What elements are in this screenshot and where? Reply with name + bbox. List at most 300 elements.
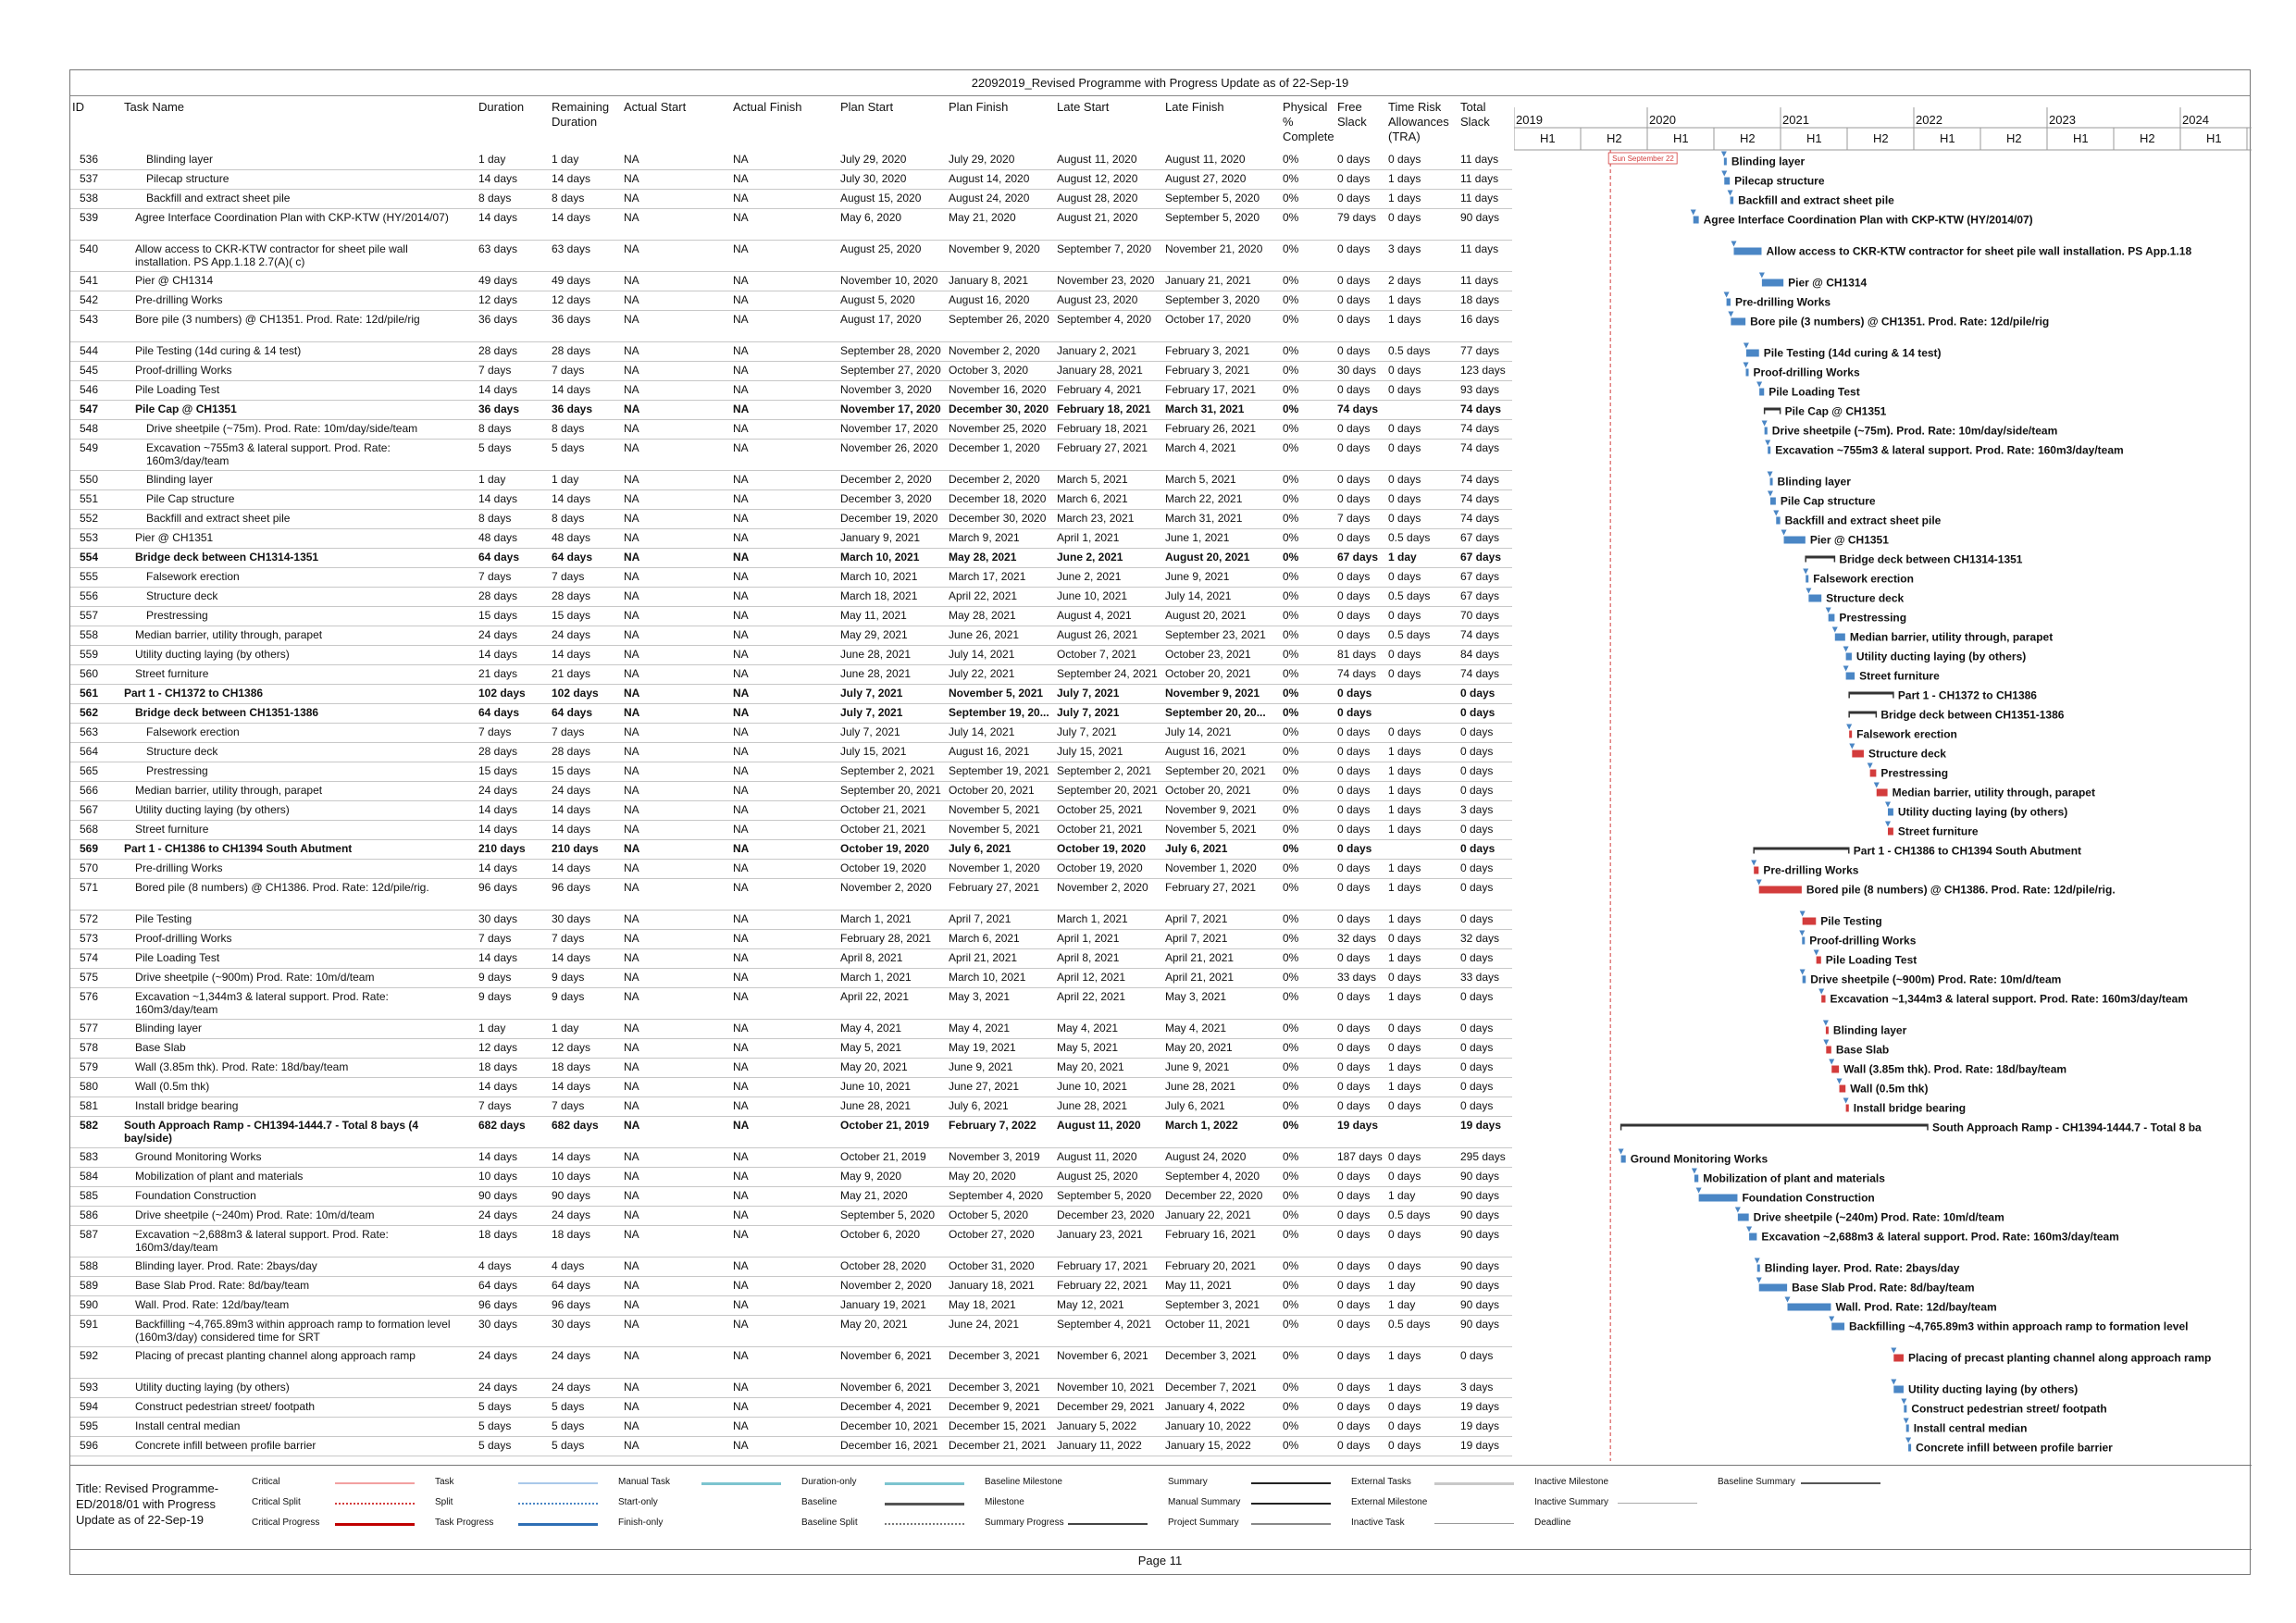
cell-plan-finish: August 14, 2020: [949, 172, 1030, 185]
col-actual-start[interactable]: Actual Start: [624, 100, 687, 114]
link-arrow: [1768, 472, 1773, 477]
table-row[interactable]: [70, 509, 1512, 528]
cell-plan-finish: November 5, 2021: [949, 803, 1040, 816]
cell-plan-finish: November 25, 2020: [949, 422, 1047, 435]
col-plan-start[interactable]: Plan Start: [840, 100, 894, 114]
table-row[interactable]: [70, 820, 1512, 839]
cell-total-slack: 0 days: [1460, 1022, 1494, 1035]
legend-swatch: [1434, 1523, 1514, 1524]
task-bar: [1849, 731, 1852, 738]
link-arrow: [1885, 822, 1891, 827]
cell-actual-finish: NA: [733, 570, 749, 583]
bar-label: Proof-drilling Works: [1753, 365, 1860, 379]
cell-total-slack: 11 days: [1460, 242, 1499, 255]
cell-physical-complete: 0%: [1283, 293, 1299, 306]
cell-free-slack: 0 days: [1337, 687, 1372, 700]
table-row[interactable]: [70, 1186, 1512, 1206]
table-row[interactable]: [70, 189, 1512, 208]
cell-remaining-duration: 28 days: [552, 344, 591, 357]
cell-remaining-duration: 30 days: [552, 1318, 591, 1331]
table-row[interactable]: [70, 987, 1512, 1019]
cell-free-slack: 0 days: [1337, 1022, 1371, 1035]
cell-task-name: Falsework erection: [146, 725, 240, 738]
link-arrow: [1829, 1059, 1834, 1065]
table-row[interactable]: [70, 859, 1512, 878]
task-bar: [1762, 279, 1783, 287]
cell-duration: 7 days: [478, 364, 512, 377]
cell-tra: 1 days: [1388, 912, 1421, 925]
cell-total-slack: 74 days: [1460, 473, 1500, 486]
cell-duration: 64 days: [478, 1279, 518, 1292]
bar-label: Excavation ~2,688m3 & lateral support. Prod. Rate: 160m3/day/team: [1761, 1230, 2119, 1244]
cell-free-slack: 0 days: [1337, 1318, 1371, 1331]
link-arrow: [1724, 292, 1730, 298]
bar-label: Part 1 - CH1372 to CH1386: [1897, 688, 2037, 702]
table-row[interactable]: [70, 240, 1512, 271]
cell-plan-start: March 1, 2021: [840, 971, 912, 984]
bar-label: Pile Cap structure: [1780, 494, 1876, 508]
cell-actual-start: NA: [624, 784, 639, 797]
cell-plan-start: December 16, 2021: [840, 1439, 938, 1452]
table-row[interactable]: [70, 1397, 1512, 1417]
cell-total-slack: 11 days: [1460, 274, 1499, 287]
col-remaining[interactable]: Remaining Duration: [552, 100, 610, 129]
cell-plan-start: July 29, 2020: [840, 153, 907, 166]
cell-total-slack: 74 days: [1460, 441, 1500, 454]
cell-total-slack: 0 days: [1460, 745, 1494, 758]
cell-late-start: December 23, 2020: [1057, 1208, 1155, 1221]
table-row[interactable]: [70, 341, 1512, 361]
table-row[interactable]: [70, 703, 1512, 723]
table-row[interactable]: [70, 626, 1512, 645]
table-row[interactable]: [70, 208, 1512, 240]
cell-actual-finish: NA: [733, 441, 749, 454]
task-bar: [1754, 867, 1758, 874]
table-row[interactable]: [70, 1096, 1512, 1116]
cell-actual-start: NA: [624, 1208, 639, 1221]
col-duration[interactable]: Duration: [478, 100, 525, 114]
cell-late-finish: December 22, 2020: [1165, 1189, 1263, 1202]
cell-plan-start: June 28, 2021: [840, 667, 912, 680]
task-bar: [1806, 576, 1808, 583]
cell-task-name: Pile Testing: [135, 912, 192, 925]
cell-late-finish: January 4, 2022: [1165, 1400, 1246, 1413]
table-row[interactable]: [70, 1315, 1512, 1346]
cell-plan-start: September 20, 2021: [840, 784, 941, 797]
col-free-slack[interactable]: Free Slack: [1337, 100, 1367, 129]
cell-late-start: February 22, 2021: [1057, 1279, 1148, 1292]
legend-label: Task: [435, 1477, 454, 1487]
cell-duration: 21 days: [478, 667, 518, 680]
cell-remaining-duration: 24 days: [552, 1381, 591, 1394]
cell-tra: 0.5 days: [1388, 1318, 1431, 1331]
cell-row-id: 580: [79, 1080, 98, 1093]
cell-late-finish: August 16, 2021: [1165, 745, 1247, 758]
cell-plan-start: July 15, 2021: [840, 745, 907, 758]
link-arrow: [1691, 210, 1696, 216]
cell-late-finish: March 5, 2021: [1165, 473, 1236, 486]
year-label: 2021: [1782, 113, 1809, 127]
table-row[interactable]: [70, 361, 1512, 380]
table-row[interactable]: [70, 419, 1512, 439]
cell-row-id: 536: [79, 153, 98, 166]
link-arrow: [1696, 1188, 1702, 1194]
cell-duration: 5 days: [478, 1400, 512, 1413]
table-row[interactable]: [70, 150, 1512, 169]
cell-remaining-duration: 15 days: [552, 764, 591, 777]
cell-task-name: Street furniture: [135, 823, 209, 836]
table-row[interactable]: [70, 762, 1512, 781]
link-arrow: [1904, 1419, 1909, 1424]
legend-swatch: [335, 1523, 415, 1526]
table-row[interactable]: [70, 291, 1512, 310]
cell-plan-finish: December 18, 2020: [949, 492, 1047, 505]
table-row[interactable]: [70, 470, 1512, 489]
cell-physical-complete: 0%: [1283, 667, 1299, 680]
cell-late-finish: April 7, 2021: [1165, 932, 1228, 945]
cell-physical-complete: 0%: [1283, 1400, 1299, 1413]
cell-total-slack: 0 days: [1460, 1099, 1494, 1112]
cell-plan-finish: March 9, 2021: [949, 531, 1020, 544]
task-bar: [1808, 595, 1821, 602]
cell-total-slack: 74 days: [1460, 403, 1502, 415]
bar-label: Pile Testing: [1820, 914, 1882, 928]
table-row[interactable]: [70, 684, 1512, 703]
cell-row-id: 588: [79, 1259, 98, 1272]
cell-actual-start: NA: [624, 628, 639, 641]
legend-title: Title: Revised Programme-ED/2018/01 with Progress Update as of 22-Sep-19: [76, 1481, 219, 1527]
cell-plan-start: March 10, 2021: [840, 551, 920, 564]
cell-total-slack: 123 days: [1460, 364, 1506, 377]
cell-tra: 0 days: [1388, 1150, 1421, 1163]
cell-plan-start: February 28, 2021: [840, 932, 932, 945]
cell-duration: 1 day: [478, 153, 506, 166]
col-physical[interactable]: Physical % Complete: [1283, 100, 1334, 143]
cell-task-name: Blinding layer: [135, 1022, 203, 1035]
col-plan-finish[interactable]: Plan Finish: [949, 100, 1009, 114]
link-arrow: [1735, 1208, 1741, 1213]
cell-row-id: 559: [79, 648, 98, 661]
cell-actual-finish: NA: [733, 842, 750, 855]
cell-late-start: April 22, 2021: [1057, 990, 1126, 1003]
cell-free-slack: 0 days: [1337, 1259, 1371, 1272]
cell-late-start: June 10, 2021: [1057, 589, 1128, 602]
cell-duration: 4 days: [478, 1259, 512, 1272]
cell-total-slack: 74 days: [1460, 628, 1500, 641]
cell-tra: 3 days: [1388, 242, 1421, 255]
task-bar: [1738, 1214, 1749, 1221]
cell-late-start: July 7, 2021: [1057, 687, 1120, 700]
cell-duration: 24 days: [478, 628, 518, 641]
table-row[interactable]: [70, 528, 1512, 548]
table-row[interactable]: [70, 1295, 1512, 1315]
cell-late-finish: January 22, 2021: [1165, 1208, 1251, 1221]
col-id[interactable]: ID: [72, 100, 84, 114]
table-row[interactable]: [70, 1378, 1512, 1397]
cell-row-id: 560: [79, 667, 98, 680]
cell-late-start: March 5, 2021: [1057, 473, 1128, 486]
cell-plan-finish: May 18, 2021: [949, 1298, 1016, 1311]
table-row[interactable]: [70, 723, 1512, 742]
table-row[interactable]: [70, 1077, 1512, 1096]
cell-actual-start: NA: [624, 764, 639, 777]
cell-late-finish: February 20, 2021: [1165, 1259, 1257, 1272]
cell-row-id: 553: [79, 531, 98, 544]
table-row[interactable]: [70, 1058, 1512, 1077]
cell-physical-complete: 0%: [1283, 551, 1299, 564]
cell-actual-finish: NA: [733, 687, 750, 700]
cell-late-start: April 8, 2021: [1057, 951, 1120, 964]
cell-task-name: Concrete infill between profile barrier: [135, 1439, 316, 1452]
cell-remaining-duration: 5 days: [552, 1439, 585, 1452]
cell-tra: 0 days: [1388, 570, 1421, 583]
cell-free-slack: 0 days: [1337, 274, 1371, 287]
link-arrow: [1901, 1399, 1906, 1405]
cell-remaining-duration: 49 days: [552, 274, 591, 287]
cell-plan-start: May 11, 2021: [840, 609, 907, 622]
cell-remaining-duration: 14 days: [552, 648, 591, 661]
legend-label: Milestone: [985, 1497, 1024, 1507]
cell-remaining-duration: 9 days: [552, 990, 585, 1003]
cell-physical-complete: 0%: [1283, 192, 1299, 204]
col-late-finish[interactable]: Late Finish: [1165, 100, 1224, 114]
cell-duration: 28 days: [478, 745, 518, 758]
cell-plan-finish: February 27, 2021: [949, 881, 1040, 894]
legend-label: Summary Progress: [985, 1518, 1064, 1528]
table-row[interactable]: [70, 1346, 1512, 1378]
link-arrow: [1806, 588, 1811, 594]
cell-plan-finish: July 14, 2021: [949, 725, 1015, 738]
table-row[interactable]: [70, 489, 1512, 509]
table-row[interactable]: [70, 1257, 1512, 1276]
cell-task-name: Blinding layer: [146, 473, 214, 486]
cell-task-name: Allow access to CKR-KTW contractor for sheet pile wall installation. PS App.1.18 2.7(A)( c): [135, 242, 408, 268]
link-arrow: [1799, 931, 1805, 936]
cell-plan-finish: May 20, 2020: [949, 1170, 1016, 1183]
cell-actual-finish: NA: [733, 628, 749, 641]
half-year-label: H1: [1673, 131, 1689, 145]
cell-actual-start: NA: [624, 1150, 639, 1163]
cell-remaining-duration: 63 days: [552, 242, 591, 255]
bar-label: Utility ducting laying (by others): [1855, 650, 2027, 663]
col-tra[interactable]: Time Risk Allowances (TRA): [1388, 100, 1449, 143]
col-task-name[interactable]: Task Name: [124, 100, 185, 114]
cell-plan-start: December 19, 2020: [840, 512, 938, 525]
cell-row-id: 538: [79, 192, 98, 204]
cell-actual-finish: NA: [733, 1208, 749, 1221]
legend-swatch: [518, 1523, 598, 1526]
cell-total-slack: 0 days: [1460, 823, 1494, 836]
cell-late-finish: November 9, 2021: [1165, 687, 1260, 700]
cell-duration: 14 days: [478, 823, 518, 836]
table-row[interactable]: [70, 271, 1512, 291]
table-row[interactable]: [70, 310, 1512, 341]
status-date-label: Sun September 22: [1612, 155, 1674, 163]
cell-tra: 1 days: [1388, 764, 1421, 777]
cell-duration: 15 days: [478, 609, 518, 622]
table-row[interactable]: [70, 587, 1512, 606]
table-row[interactable]: [70, 664, 1512, 684]
legend-label: Inactive Milestone: [1534, 1477, 1609, 1487]
table-row[interactable]: [70, 606, 1512, 626]
cell-plan-finish: December 15, 2021: [949, 1419, 1047, 1432]
cell-actual-start: NA: [624, 1439, 639, 1452]
task-bar: [1621, 1156, 1626, 1163]
table-row[interactable]: [70, 1038, 1512, 1058]
cell-duration: 14 days: [478, 1080, 518, 1093]
cell-free-slack: 0 days: [1337, 172, 1371, 185]
cell-late-start: February 17, 2021: [1057, 1259, 1148, 1272]
table-row[interactable]: [70, 1225, 1512, 1257]
legend-swatch: [518, 1503, 598, 1505]
table-row[interactable]: [70, 910, 1512, 929]
table-row[interactable]: [70, 439, 1512, 470]
bar-label: Falsework erection: [1813, 572, 1914, 586]
cell-physical-complete: 0%: [1283, 861, 1299, 874]
cell-total-slack: 11 days: [1460, 153, 1499, 166]
cell-actual-finish: NA: [733, 971, 749, 984]
cell-free-slack: 0 days: [1337, 1080, 1371, 1093]
cell-free-slack: 0 days: [1337, 1298, 1371, 1311]
cell-late-finish: February 27, 2021: [1165, 881, 1257, 894]
cell-free-slack: 79 days: [1337, 211, 1377, 224]
cell-tra: 0 days: [1388, 1099, 1421, 1112]
table-header: [70, 100, 1512, 150]
cell-task-name: Placing of precast planting channel along approach ramp: [135, 1349, 416, 1362]
cell-free-slack: 0 days: [1337, 1099, 1371, 1112]
cell-remaining-duration: 14 days: [552, 861, 591, 874]
cell-task-name: Backfill and extract sheet pile: [146, 512, 291, 525]
cell-task-name: Backfilling ~4,765.89m3 within approach ramp to formation level (160m3/day) considered time for SRT: [135, 1318, 451, 1344]
cell-duration: 14 days: [478, 172, 518, 185]
cell-actual-finish: NA: [733, 383, 749, 396]
table-row[interactable]: [70, 1417, 1512, 1436]
cell-actual-finish: NA: [733, 274, 749, 287]
table-row[interactable]: [70, 1116, 1512, 1147]
cell-total-slack: 0 days: [1460, 951, 1494, 964]
task-bar: [1731, 318, 1745, 326]
table-row[interactable]: [70, 1436, 1512, 1456]
table-row[interactable]: [70, 645, 1512, 664]
table-row[interactable]: [70, 968, 1512, 987]
cell-actual-finish: NA: [733, 1060, 749, 1073]
cell-plan-finish: November 5, 2021: [949, 823, 1040, 836]
table-row[interactable]: [70, 1019, 1512, 1038]
table-row[interactable]: [70, 878, 1512, 910]
cell-plan-start: December 10, 2021: [840, 1419, 938, 1432]
cell-total-slack: 90 days: [1460, 1298, 1500, 1311]
legend-label: Critical: [252, 1477, 280, 1487]
page-number: Page 11: [1137, 1554, 1183, 1567]
cell-row-id: 548: [79, 422, 98, 435]
cell-free-slack: 0 days: [1337, 881, 1371, 894]
cell-physical-complete: 0%: [1283, 1099, 1299, 1112]
cell-duration: 15 days: [478, 764, 518, 777]
task-bar: [1770, 478, 1773, 486]
cell-late-start: June 2, 2021: [1057, 570, 1122, 583]
cell-remaining-duration: 14 days: [552, 1150, 591, 1163]
cell-tra: 0 days: [1388, 492, 1421, 505]
cell-remaining-duration: 7 days: [552, 570, 585, 583]
legend-label: Duration-only: [801, 1477, 857, 1487]
table-row[interactable]: [70, 839, 1512, 859]
cell-actual-finish: NA: [733, 242, 749, 255]
cell-late-start: October 19, 2020: [1057, 861, 1143, 874]
task-bar: [1699, 1195, 1738, 1202]
cell-plan-start: November 6, 2021: [840, 1381, 932, 1394]
link-arrow: [1728, 312, 1733, 317]
table-row[interactable]: [70, 169, 1512, 189]
cell-plan-finish: October 3, 2020: [949, 364, 1029, 377]
table-row[interactable]: [70, 1276, 1512, 1295]
cell-actual-finish: NA: [733, 512, 749, 525]
bar-label: Pier @ CH1351: [1809, 533, 1889, 547]
table-row[interactable]: [70, 948, 1512, 968]
table-row[interactable]: [70, 567, 1512, 587]
cell-actual-start: NA: [624, 473, 639, 486]
cell-actual-start: NA: [624, 422, 639, 435]
table-row[interactable]: [70, 400, 1512, 419]
cell-physical-complete: 0%: [1283, 570, 1299, 583]
cell-duration: 14 days: [478, 383, 518, 396]
cell-late-finish: September 3, 2020: [1165, 293, 1260, 306]
bar-label: Pile Loading Test: [1825, 953, 1917, 967]
cell-remaining-duration: 64 days: [552, 551, 593, 564]
col-late-start[interactable]: Late Start: [1057, 100, 1110, 114]
cell-plan-start: December 2, 2020: [840, 473, 932, 486]
bar-label: Proof-drilling Works: [1809, 934, 1917, 948]
cell-free-slack: 0 days: [1337, 912, 1371, 925]
cell-free-slack: 0 days: [1337, 1400, 1371, 1413]
cell-free-slack: 0 days: [1337, 628, 1371, 641]
task-bar: [1765, 427, 1768, 435]
cell-late-finish: January 21, 2021: [1165, 274, 1251, 287]
bar-label: Pile Loading Test: [1769, 385, 1860, 399]
table-row[interactable]: [70, 800, 1512, 820]
cell-total-slack: 3 days: [1460, 803, 1494, 816]
table-row[interactable]: [70, 380, 1512, 400]
cell-plan-finish: December 9, 2021: [949, 1400, 1040, 1413]
cell-late-finish: November 9, 2021: [1165, 803, 1257, 816]
table-row[interactable]: [70, 929, 1512, 948]
table-row[interactable]: [70, 1206, 1512, 1225]
cell-task-name: Prestressing: [146, 764, 208, 777]
link-arrow: [1619, 1149, 1624, 1155]
cell-row-id: 573: [79, 932, 98, 945]
table-row[interactable]: [70, 1147, 1512, 1167]
table-row[interactable]: [70, 548, 1512, 567]
table-row[interactable]: [70, 1167, 1512, 1186]
cell-plan-start: October 19, 2020: [840, 861, 926, 874]
table-row[interactable]: [70, 742, 1512, 762]
cell-total-slack: 0 days: [1460, 1080, 1494, 1093]
cell-plan-start: May 9, 2020: [840, 1170, 902, 1183]
cell-plan-start: April 22, 2021: [840, 990, 910, 1003]
cell-row-id: 564: [79, 745, 98, 758]
cell-duration: 28 days: [478, 589, 518, 602]
bar-label: Bridge deck between CH1314-1351: [1839, 552, 2023, 566]
cell-late-finish: March 31, 2021: [1165, 403, 1245, 415]
col-actual-finish[interactable]: Actual Finish: [733, 100, 802, 114]
cell-plan-start: July 7, 2021: [840, 687, 903, 700]
task-bar: [1826, 1027, 1829, 1035]
col-total-slack[interactable]: Total Slack: [1460, 100, 1490, 129]
link-arrow: [1744, 343, 1749, 349]
link-arrow: [1784, 1297, 1790, 1303]
table-row[interactable]: [70, 781, 1512, 800]
cell-late-start: August 11, 2020: [1057, 1150, 1137, 1163]
link-arrow: [1837, 1079, 1843, 1084]
